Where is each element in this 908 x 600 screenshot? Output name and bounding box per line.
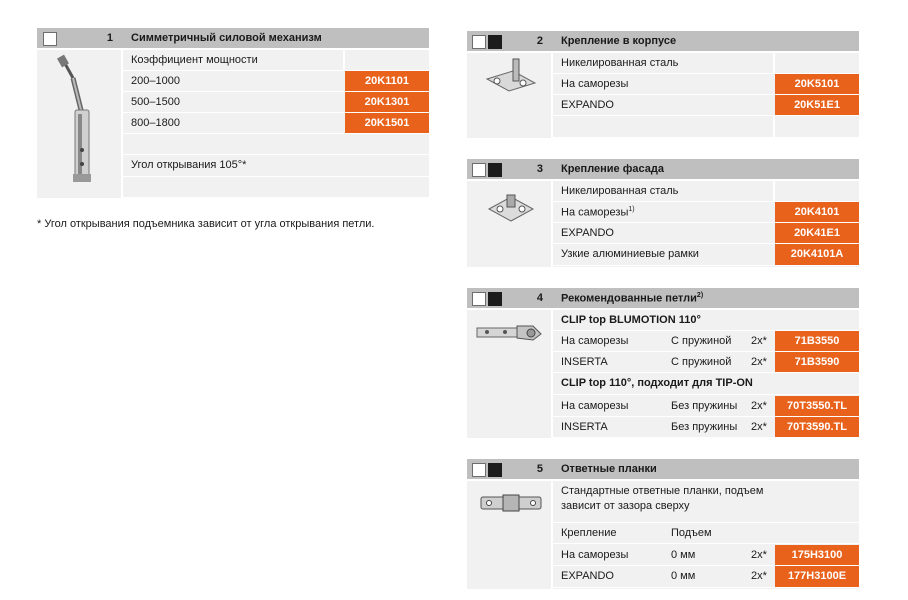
block-2-material: Никелированная сталь: [553, 53, 859, 74]
block-4-row: На саморезы Без пружины 2x* 70T3550.TL: [553, 396, 859, 417]
block-1-empty-row: [123, 134, 429, 155]
block-5-checkbox-black[interactable]: [488, 463, 502, 477]
block-5: [467, 459, 859, 589]
block-4-image-cell: [467, 310, 553, 438]
block-2-row: EXPANDO 20K51E1: [553, 95, 859, 116]
block-3-header: [467, 159, 859, 181]
block-3-material: Никелированная сталь: [553, 181, 859, 202]
block-4-title: Рекомендованные петли$^{2)}$: [561, 292, 704, 305]
block-2-image-cell: [467, 53, 553, 138]
block-4: [467, 288, 859, 438]
block-5-table: [553, 481, 859, 589]
block-1-row: 200–1000 20K1101: [123, 71, 429, 92]
block-5-header: [467, 459, 859, 481]
lift-mechanism-image: [51, 54, 111, 186]
block-4-header: [467, 288, 859, 310]
block-3-number: 3: [536, 163, 543, 175]
block-1-title: Симметричный силовой механизм: [131, 32, 322, 44]
block-2-header: [467, 31, 859, 53]
block-1-angle-row: Угол открывания 105°*: [123, 155, 429, 177]
block-2-checkbox-white[interactable]: [472, 35, 486, 49]
block-3: [467, 159, 859, 267]
article-code[interactable]: 71B3590: [775, 352, 859, 372]
block-5-row: EXPANDO 0 мм 2x* 177H3100E: [553, 566, 859, 588]
block-3-row: Узкие алюминиевые рамки 20K4101A: [553, 244, 859, 266]
article-code[interactable]: 70T3550.TL: [775, 396, 859, 416]
block-2-title: Крепление в корпусе: [561, 35, 677, 47]
article-code[interactable]: 20K1101: [345, 71, 429, 91]
article-code[interactable]: 20K51E1: [775, 95, 859, 115]
article-code[interactable]: 177H3100E: [775, 566, 859, 587]
block-2-row: На саморезы 20K5101: [553, 74, 859, 95]
block-1: [37, 28, 429, 198]
article-code[interactable]: 20K1501: [345, 113, 429, 133]
block-1-image-cell: [37, 50, 123, 198]
block-4-checkbox-black[interactable]: [488, 292, 502, 306]
footnote-mark: 2): [696, 292, 704, 299]
block-3-checkbox-white[interactable]: [472, 163, 486, 177]
block-5-checkbox-white[interactable]: [472, 463, 486, 477]
block-3-table: [553, 181, 859, 267]
footnote-mark: 1): [628, 206, 635, 213]
front-bracket-image: [485, 191, 537, 225]
hinge-group-2: CLIP top 110°, подходит для TIP-ON: [553, 373, 859, 395]
block-2-table: [553, 53, 859, 138]
block-2-number: 2: [536, 35, 543, 47]
block-5-number: 5: [536, 463, 543, 475]
block-2: [467, 31, 859, 138]
block-4-row: INSERTA Без пружины 2x* 70T3590.TL: [553, 417, 859, 438]
block-4-table: [553, 310, 859, 438]
block-3-row: EXPANDO 20K41E1: [553, 223, 859, 244]
block-4-row: INSERTA С пружиной 2x* 71B3590: [553, 352, 859, 373]
block-2-empty-row: [553, 116, 859, 138]
block-1-empty-row: [123, 177, 429, 198]
footnote: * Угол открывания подъемника зависит от угла открывания петли.: [37, 218, 375, 230]
hinge-image: [475, 320, 547, 344]
block-1-row: 800–1800 20K1501: [123, 113, 429, 134]
block-2-checkbox-black[interactable]: [488, 35, 502, 49]
mounting-plate-image: [479, 493, 543, 513]
article-code[interactable]: 20K1301: [345, 92, 429, 112]
article-code[interactable]: 70T3590.TL: [775, 417, 859, 437]
block-3-row: На саморезы$^{1)}$ 20K4101: [553, 202, 859, 223]
cabinet-bracket-image: [483, 57, 539, 97]
block-1-number: 1: [106, 32, 113, 44]
block-3-checkbox-black[interactable]: [488, 163, 502, 177]
block-3-title: Крепление фасада: [561, 163, 664, 175]
hinge-group-1: CLIP top BLUMOTION 110°: [553, 310, 859, 331]
block-4-row: На саморезы С пружиной 2x* 71B3550: [553, 331, 859, 352]
block-5-description: Стандартные ответные планки, подъем зависит от зазора сверху: [553, 481, 859, 523]
article-code[interactable]: 20K5101: [775, 74, 859, 94]
block-1-row: 500–1500 20K1301: [123, 92, 429, 113]
block-5-row: На саморезы 0 мм 2x* 175H3100: [553, 545, 859, 566]
block-5-image-cell: [467, 481, 553, 589]
block-4-checkbox-white[interactable]: [472, 292, 486, 306]
block-1-header: [37, 28, 429, 50]
block-1-subheader: Коэффициент мощности: [123, 50, 429, 71]
block-3-image-cell: [467, 181, 553, 267]
article-code[interactable]: 20K4101A: [775, 244, 859, 265]
block-5-columns: Крепление Подъем: [553, 523, 859, 544]
block-5-title: Ответные планки: [561, 463, 657, 475]
article-code[interactable]: 20K4101: [775, 202, 859, 222]
block-4-number: 4: [536, 292, 543, 304]
article-code[interactable]: 175H3100: [775, 545, 859, 565]
article-code[interactable]: 20K41E1: [775, 223, 859, 243]
block-1-checkbox[interactable]: [43, 32, 57, 46]
article-code[interactable]: 71B3550: [775, 331, 859, 351]
block-1-table: [123, 50, 429, 198]
